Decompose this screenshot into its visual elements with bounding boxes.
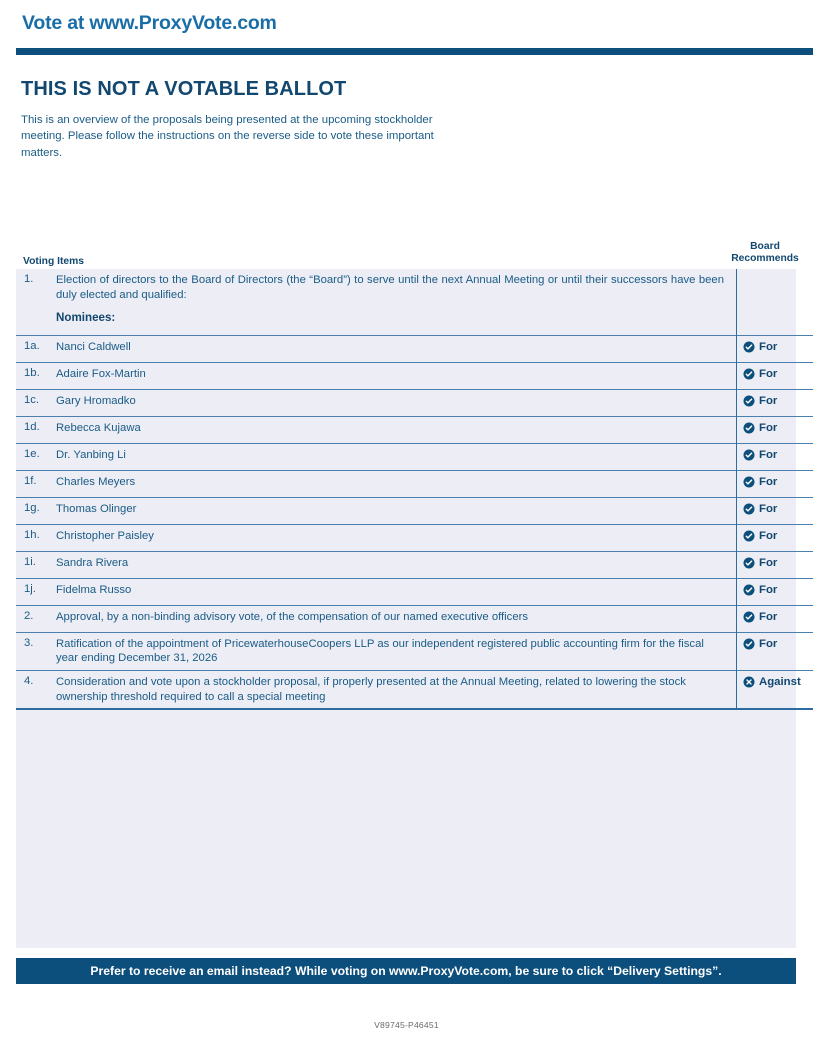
row-recommendation: [737, 416, 813, 443]
row-recommendation: [737, 578, 813, 605]
table-row: [16, 578, 813, 605]
row-item-text: Fidelma Russo: [56, 578, 737, 605]
table-row: [16, 551, 813, 578]
table-row: [16, 524, 813, 551]
recommendation-label: For: [759, 394, 778, 407]
table-row: [16, 443, 813, 470]
recommendation-label: For: [759, 448, 778, 461]
recommendation-badge: [743, 503, 777, 515]
row-number: 1d.: [16, 416, 56, 443]
row-item-text: Approval, by a non-binding advisory vote, of the compensation of our named executive officers: [56, 605, 737, 632]
table-row: [16, 389, 813, 416]
control-number: V89745-P46451: [374, 1020, 439, 1030]
recommendation-badge: [743, 530, 777, 542]
check-circle-icon: [743, 638, 755, 650]
row-number: 2.: [16, 605, 56, 632]
row-number: 3.: [16, 632, 56, 670]
column-header-board-recommends: [717, 241, 813, 265]
row-recommendation: [737, 443, 813, 470]
recommendation-label: For: [759, 529, 778, 542]
row-recommendation: [737, 670, 813, 709]
row-number: 1.: [24, 273, 34, 285]
row-number: 1f.: [16, 470, 56, 497]
row-number: 1j.: [16, 578, 56, 605]
table-row: [16, 335, 813, 362]
voting-items-table: [16, 269, 813, 710]
voting-items-tbody: [16, 269, 813, 709]
row-item-text: Dr. Yanbing Li: [56, 443, 737, 470]
recommendation-label: For: [759, 637, 778, 650]
table-row: [16, 362, 813, 389]
recommendation-badge: [743, 341, 777, 353]
recommendation-label: For: [759, 475, 778, 488]
brand-title: Vote at www.ProxyVote.com: [22, 12, 277, 34]
table-row: [16, 670, 813, 709]
row-number: 1c.: [16, 389, 56, 416]
table-row: [16, 416, 813, 443]
table-row: [16, 497, 813, 524]
row-item-text: Sandra Rivera: [56, 551, 737, 578]
row-content: [56, 269, 737, 335]
intro-paragraph: This is an overview of the proposals being presented at the upcoming stockholder meeting. Please follow the instructions on the reverse side to vote these important matters.: [21, 114, 434, 159]
board-recommends-line-2: Recommends: [731, 253, 799, 265]
board-recommends-line-1: Board: [750, 241, 780, 252]
recommendation-badge: [743, 476, 777, 488]
voting-items-panel: [16, 269, 801, 948]
recommendation-label: Against: [759, 675, 801, 688]
row-recommendation: [737, 335, 813, 362]
check-circle-icon: [743, 611, 755, 623]
check-circle-icon: [743, 584, 755, 596]
row-item-text: Rebecca Kujawa: [56, 416, 737, 443]
row-item-text: Adaire Fox-Martin: [56, 362, 737, 389]
row-recommendation: [737, 632, 813, 670]
header-divider-rule: [16, 48, 813, 55]
recommendation-badge: [743, 676, 801, 688]
recommendation-badge: [743, 584, 777, 596]
row-item-text: Christopher Paisley: [56, 524, 737, 551]
row-recommendation-empty: [737, 269, 813, 335]
page-title: THIS IS NOT A VOTABLE BALLOT: [21, 78, 347, 100]
table-row: [16, 470, 813, 497]
recommendation-label: For: [759, 610, 778, 623]
row-number: 1h.: [16, 524, 56, 551]
check-circle-icon: [743, 368, 755, 380]
recommendation-badge: [743, 368, 777, 380]
row-recommendation: [737, 524, 813, 551]
recommendation-badge: [743, 422, 777, 434]
row-number: 1b.: [16, 362, 56, 389]
row-item-text: Thomas Olinger: [56, 497, 737, 524]
row-recommendation: [737, 605, 813, 632]
recommendation-label: For: [759, 502, 778, 515]
row-item-text: Charles Meyers: [56, 470, 737, 497]
recommendation-label: For: [759, 367, 778, 380]
row-recommendation: [737, 362, 813, 389]
row-recommendation: [737, 470, 813, 497]
check-circle-icon: [743, 449, 755, 461]
nominees-label: Nominees:: [56, 311, 116, 325]
table-row: [16, 605, 813, 632]
row-number: 1a.: [16, 335, 56, 362]
row-item-text: Consideration and vote upon a stockholder proposal, if properly presented at the Annual Meeting, related to lowering the stock ownership threshold required to call a special meeting: [56, 670, 737, 709]
x-circle-icon: [743, 676, 755, 688]
row-number: 1i.: [16, 551, 56, 578]
footer-message-text: Prefer to receive an email instead? While voting on www.ProxyVote.com, be sure to click “Delivery Settings”.: [90, 964, 722, 978]
check-circle-icon: [743, 476, 755, 488]
check-circle-icon: [743, 341, 755, 353]
check-circle-icon: [743, 530, 755, 542]
column-header-voting-items: Voting Items: [23, 256, 85, 267]
recommendation-badge: [743, 638, 777, 650]
row-recommendation: [737, 389, 813, 416]
recommendation-badge: [743, 449, 777, 461]
row-recommendation: [737, 551, 813, 578]
row-item-text: Nanci Caldwell: [56, 335, 737, 362]
table-row-lead-item: [16, 269, 813, 335]
recommendation-label: For: [759, 421, 778, 434]
row-number: 4.: [16, 670, 56, 709]
check-circle-icon: [743, 503, 755, 515]
recommendation-badge: [743, 395, 777, 407]
recommendation-label: For: [759, 556, 778, 569]
table-row: [16, 632, 813, 670]
recommendation-badge: [743, 557, 777, 569]
row-item-text: Gary Hromadko: [56, 389, 737, 416]
row-item-text: Ratification of the appointment of PricewaterhouseCoopers LLP as our independent registered public accounting firm for the fiscal year ending December 31, 2026: [56, 632, 737, 670]
recommendation-label: For: [759, 340, 778, 353]
check-circle-icon: [743, 395, 755, 407]
row-recommendation: [737, 497, 813, 524]
footer-message-bar: [16, 958, 796, 984]
check-circle-icon: [743, 422, 755, 434]
recommendation-label: For: [759, 583, 778, 596]
row-number: 1g.: [16, 497, 56, 524]
recommendation-badge: [743, 611, 777, 623]
lead-item-text: Election of directors to the Board of Directors (the “Board”) to serve until the next Annual Meeting or until their successors have been duly elected and qualified:: [56, 274, 724, 301]
check-circle-icon: [743, 557, 755, 569]
row-number: 1e.: [16, 443, 56, 470]
